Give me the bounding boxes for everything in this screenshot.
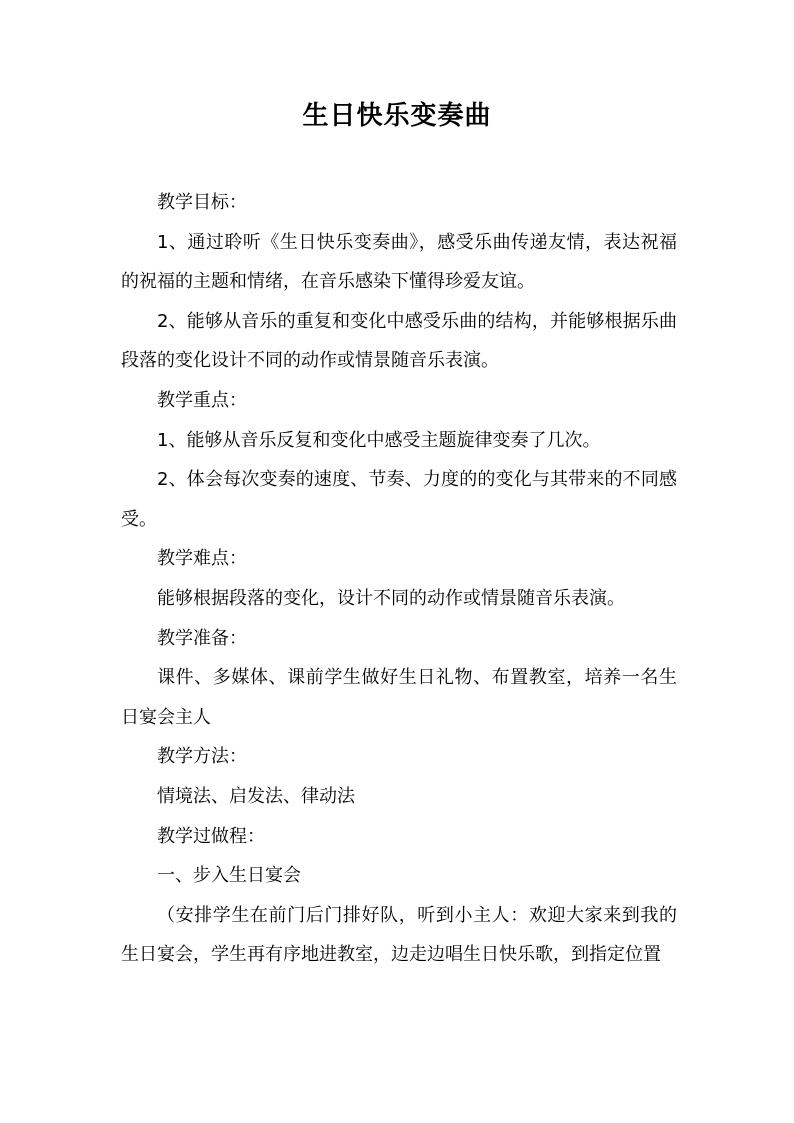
- goal-item-1: 1、通过聆听《生日快乐变奏曲》，感受乐曲传递友情，表达祝福的祝福的主题和情绪，在音乐感染下懂得珍爱友谊。: [121, 231, 677, 293]
- heading-preparation: 教学准备：: [157, 627, 247, 649]
- key-point-item-2: 2、体会每次变奏的速度、节奏、力度的的变化与其带来的不同感受。: [121, 469, 677, 530]
- process-step-1-title: 一、步入生日宴会: [157, 865, 301, 887]
- heading-process: 教学过做程：: [157, 825, 265, 847]
- document-body: [121, 183, 677, 975]
- document-title: 生日快乐变奏曲: [302, 101, 492, 131]
- methods-text: 情境法、启发法、律动法: [157, 785, 355, 807]
- heading-key-points: 教学重点：: [157, 389, 247, 411]
- heading-difficulties: 教学难点：: [157, 548, 247, 570]
- goal-item-2: 2、能够从音乐的重复和变化中感受乐曲的结构，并能够根据乐曲段落的变化设计不同的动作或情景随音乐表演。: [121, 310, 677, 372]
- heading-methods: 教学方法：: [157, 746, 247, 768]
- difficulty-text: 能够根据段落的变化，设计不同的动作或情景随音乐表演。: [157, 587, 625, 609]
- heading-teaching-goals: 教学目标：: [157, 192, 247, 213]
- preparation-text: 课件、多媒体、课前学生做好生日礼物、布置教室，培养一名生日宴会主人: [121, 667, 677, 728]
- key-point-item-1: 1、能够从音乐反复和变化中感受主题旋律变奏了几次。: [157, 429, 601, 451]
- process-step-1-text: （安排学生在前门后门排好队，听到小主人：欢迎大家来到我的生日宴会，学生再有序地进教室，边走边唱生日快乐歌，到指定位置: [121, 904, 677, 966]
